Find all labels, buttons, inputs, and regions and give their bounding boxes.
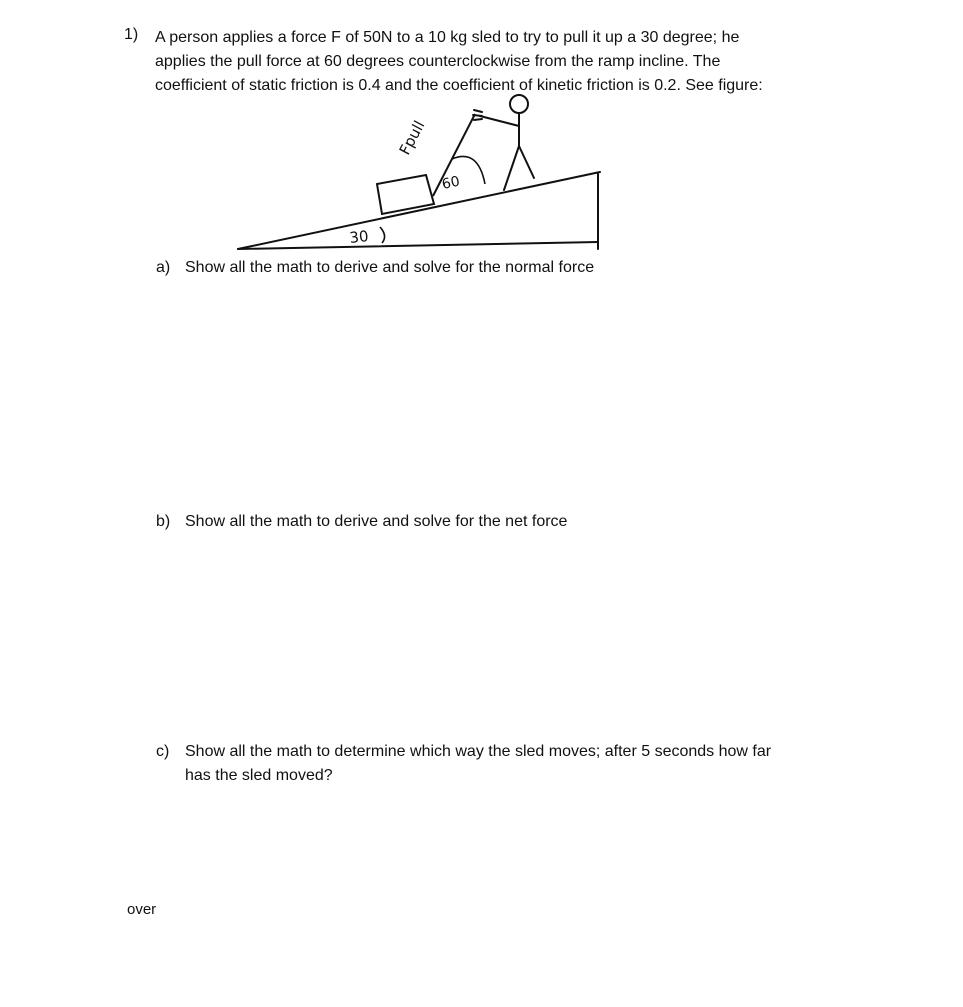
person-head <box>510 95 528 113</box>
part-label: a) <box>156 259 171 276</box>
part-label: b) <box>156 513 171 530</box>
ramp-base <box>238 242 598 249</box>
incline-angle-arc <box>380 227 385 243</box>
question-number: 1) <box>124 26 139 43</box>
ramp-incline <box>238 172 600 249</box>
person-arm <box>480 116 519 126</box>
over-note: over <box>127 901 157 918</box>
force-label: Fpull <box>395 117 429 158</box>
part-text: Show all the math to determine which way the sled moves; after 5 seconds how far <box>185 743 772 760</box>
incline-angle-label: 30 <box>348 227 370 247</box>
pull-angle-label: 60 <box>440 173 462 193</box>
person-leg-left <box>504 146 519 190</box>
question-line: A person applies a force F of 50N to a 10 kg sled to try to pull it up a 30 degree; he <box>155 29 740 46</box>
person-hand <box>473 110 482 120</box>
part-text: has the sled moved? <box>185 767 333 784</box>
question-line: applies the pull force at 60 degrees counterclockwise from the ramp incline. The <box>155 53 721 70</box>
part-text: Show all the math to derive and solve for the normal force <box>185 259 595 276</box>
part-label: c) <box>156 743 170 760</box>
ramp <box>238 172 600 249</box>
part-text: Show all the math to derive and solve for the net force <box>185 513 568 530</box>
person-leg-right <box>519 146 534 178</box>
question-line: coefficient of static friction is 0.4 and the coefficient of kinetic friction is 0.2. See figure: <box>155 77 763 94</box>
ramp-figure <box>230 86 610 256</box>
